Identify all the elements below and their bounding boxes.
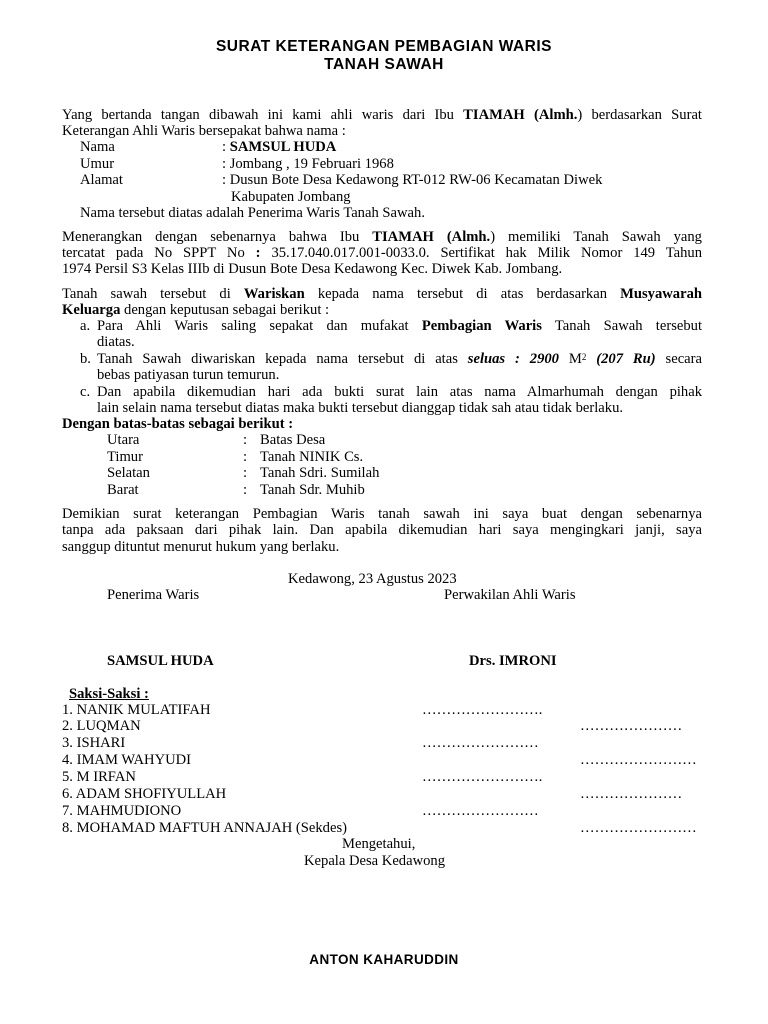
decision-text: dengan keputusan sebagai berikut :	[120, 302, 330, 318]
witness-name: 4. IMAM WAHYUDI	[62, 752, 192, 768]
closing-line-1: Demikian surat keterangan Pembagian Waris tanah sawah ini saya buat dengan sebenarnya	[62, 506, 702, 522]
boundaries-heading: Dengan batas-batas sebagai berikut :	[62, 416, 294, 432]
witness-signature-line: …………………….	[422, 702, 543, 718]
item-b-unit-exponent: 2	[581, 352, 587, 362]
inheritance-line-2	[62, 302, 329, 319]
witness-name: 6. ADAM SHOFIYULLAH	[62, 786, 227, 802]
address-value-line-1: : Dusun Bote Desa Kedawong RT-012 RW-06 Kecamatan Diwek	[222, 172, 603, 188]
inheritance-text: Tanah sawah tersebut di	[62, 286, 244, 302]
name-label: Nama	[80, 139, 115, 155]
boundary-direction: Barat	[107, 482, 139, 498]
boundary-colon: :	[243, 432, 248, 448]
boundary-colon: :	[243, 449, 248, 465]
witness-signature-line: ……………………	[580, 752, 697, 768]
intro-line-1	[62, 107, 702, 124]
witness-signature-line: …………………….	[422, 769, 543, 785]
village-head-name: ANTON KAHARUDDIN	[309, 952, 459, 967]
name-colon: :	[222, 139, 230, 155]
item-a-line-2: diatas.	[97, 334, 135, 350]
acknowledgement-label: Mengetahui,	[342, 836, 416, 852]
ownership-line-1	[62, 229, 702, 246]
family-bold: Keluarga	[62, 302, 121, 318]
witness-name: 1. NANIK MULATIFAH	[62, 702, 211, 718]
boundary-colon: :	[243, 482, 248, 498]
witness-name: 7. MAHMUDIONO	[62, 803, 182, 819]
address-value-line-2: Kabupaten Jombang	[231, 189, 351, 205]
witness-signature-line: ……………………	[580, 820, 697, 836]
witness-signature-line: …………………	[580, 786, 683, 802]
item-b-text: Tanah Sawah diwariskan kepada nama tersebut di atas	[97, 351, 468, 367]
item-a-line-1	[97, 318, 702, 335]
witnesses-heading: Saksi-Saksi :	[69, 686, 149, 702]
witness-signature-line: ……………………	[422, 735, 539, 751]
boundary-value: Tanah Sdri. Sumilah	[260, 465, 380, 481]
place-date: Kedawong, 23 Agustus 2023	[288, 571, 457, 587]
sppt-label: tercatat pada No SPPT No	[62, 245, 256, 261]
inheritance-line-1	[62, 286, 702, 303]
sppt-colon: :	[255, 245, 261, 261]
witness-name: 5. M IRFAN	[62, 769, 136, 785]
name-value	[222, 139, 336, 156]
address-label: Alamat	[80, 172, 123, 188]
item-b-unit: M	[558, 351, 582, 367]
ownership-text-continued: ) memiliki Tanah Sawah yang	[490, 229, 702, 245]
witness-signature-line: …………………	[580, 718, 683, 734]
item-a-marker: a.	[80, 318, 91, 334]
boundary-direction: Selatan	[107, 465, 150, 481]
age-value: : Jombang , 19 Februari 1968	[222, 156, 394, 172]
boundary-colon: :	[243, 465, 248, 481]
item-c-line-1: Dan apabila dikemudian hari ada bukti surat lain atas nama Almarhumah dengan pihak	[97, 384, 702, 400]
signer-role-left: Penerima Waris	[107, 587, 200, 603]
ownership-line-3: 1974 Persil S3 Kelas IIIb di Dusun Bote Desa Kedawong Kec. Diwek Kab. Jombang.	[62, 261, 563, 277]
item-a-text-2: Tanah Sawah tersebut	[541, 318, 702, 334]
heir-name: SAMSUL HUDA	[229, 139, 337, 155]
inheritance-text-2: kepada nama tersebut di atas berdasarkan	[304, 286, 621, 302]
closing-line-2: tanpa ada paksaan dari pihak lain. Dan apabila dikemudian hari saya mengingkari janji, saya	[62, 522, 702, 538]
document-title-line-1: SURAT KETERANGAN PEMBAGIAN WARIS	[215, 38, 553, 55]
witness-signature-line: ……………………	[422, 803, 539, 819]
boundary-value: Tanah Sdr. Muhib	[260, 482, 365, 498]
signer-name-right: Drs. IMRONI	[469, 653, 557, 669]
item-a-bold: Pembagian Waris	[421, 318, 542, 334]
item-a-text: Para Ahli Waris saling sepakat dan mufakat	[97, 318, 422, 334]
deceased-name: TIAMAH (Almh.	[463, 107, 578, 123]
intro-line-2: Keterangan Ahli Waris bersepakat bahwa nama :	[62, 123, 346, 139]
item-b-ru: (207 Ru)	[586, 351, 656, 367]
item-c-line-2: lain selain nama tersebut diatas maka bukti tersebut dianggap tidak sah atau tidak berlaku.	[97, 400, 624, 416]
witness-name: 2. LUQMAN	[62, 718, 141, 734]
intro-text-continued: ) berdasarkan Surat	[577, 107, 702, 123]
boundary-direction: Utara	[107, 432, 140, 448]
witness-name: 8. MOHAMAD MAFTUH ANNAJAH (Sekdes)	[62, 820, 347, 836]
item-c-marker: c.	[80, 384, 91, 400]
item-b-text-2: secara	[655, 351, 702, 367]
boundary-value: Tanah NINIK Cs.	[260, 449, 364, 465]
sppt-value: 35.17.040.017.001-0033.0. Sertifikat hak Milik Nomor 149 Tahun	[260, 245, 702, 261]
inheritance-bold-2: Musyawarah	[620, 286, 702, 302]
item-b-marker: b.	[80, 351, 91, 367]
item-b-area: seluas : 2900	[467, 351, 559, 367]
village-head-title: Kepala Desa Kedawong	[304, 853, 446, 869]
ownership-line-2	[62, 245, 702, 262]
deceased-name-2: TIAMAH (Almh.	[372, 229, 491, 245]
ownership-text: Menerangkan dengan sebenarnya bahwa Ibu	[62, 229, 373, 245]
item-b-line-2: bebas patiyasan turun temurun.	[97, 367, 280, 383]
intro-text: Yang bertanda tangan dibawah ini kami ahli waris dari Ibu	[62, 107, 464, 123]
boundary-direction: Timur	[107, 449, 143, 465]
signer-name-left: SAMSUL HUDA	[107, 653, 214, 669]
heir-statement: Nama tersebut diatas adalah Penerima Waris Tanah Sawah.	[80, 205, 425, 221]
age-label: Umur	[80, 156, 115, 172]
signer-role-right: Perwakilan Ahli Waris	[444, 587, 576, 603]
inheritance-bold-1: Wariskan	[243, 286, 305, 302]
closing-line-3: sanggup dituntut menurut hukum yang berlaku.	[62, 539, 340, 555]
item-b-line-1	[97, 351, 702, 368]
document-title-line-2: TANAH SAWAH	[324, 56, 444, 73]
boundary-value: Batas Desa	[260, 432, 326, 448]
witness-name: 3. ISHARI	[62, 735, 126, 751]
